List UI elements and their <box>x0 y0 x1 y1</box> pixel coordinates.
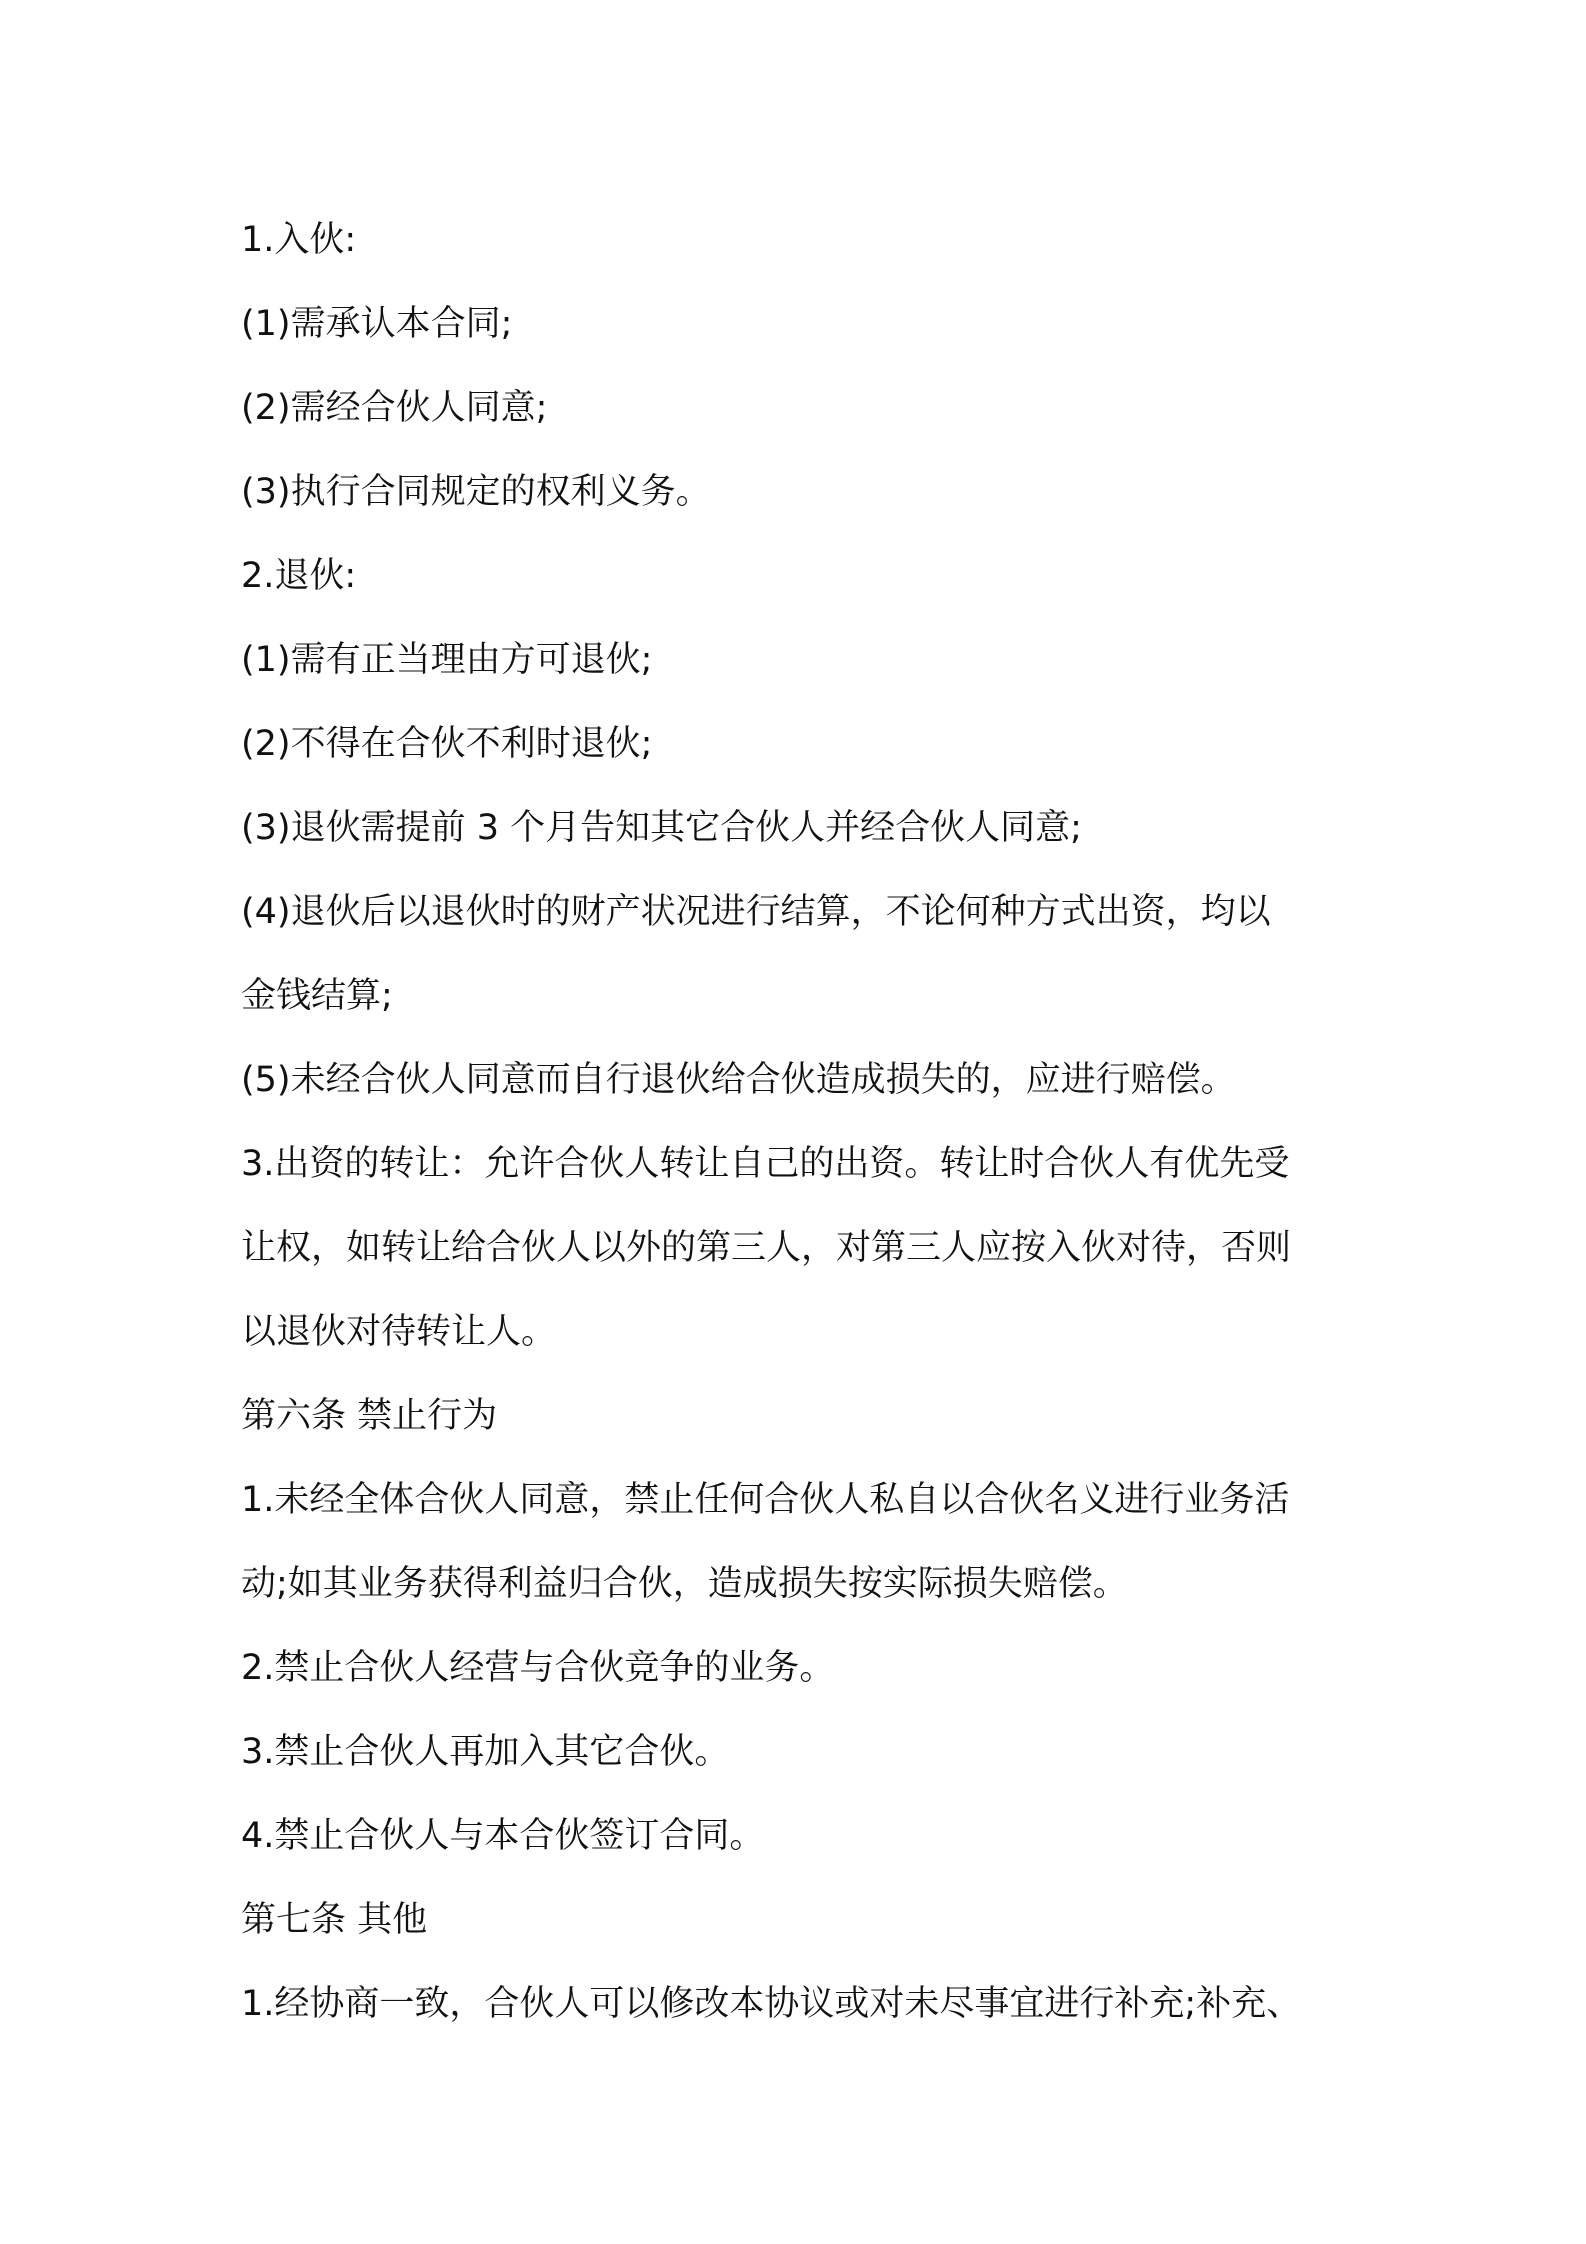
doc-line-5: 2.退伙: <box>241 556 357 596</box>
section-heading-article-7: 第七条 其他 <box>241 1900 428 1940</box>
doc-line-3: (2)需经合伙人同意; <box>241 388 548 428</box>
doc-line-2: (1)需承认本合同; <box>241 304 513 344</box>
doc-line-8: (3)退伙需提前 3 个月告知其它合伙人并经合伙人同意; <box>241 808 1082 848</box>
doc-line-12: 3.出资的转让：允许合伙人转让自己的出资。转让时合伙人有优先受 <box>241 1144 1290 1184</box>
doc-line-4: (3)执行合同规定的权利义务。 <box>241 472 711 512</box>
doc-line-6: (1)需有正当理由方可退伙; <box>241 640 653 680</box>
doc-line-9: (4)退伙后以退伙时的财产状况进行结算，不论何种方式出资，均以 <box>241 892 1271 932</box>
doc-line-14: 以退伙对待转让人。 <box>241 1312 557 1352</box>
doc-line-20: 4.禁止合伙人与本合伙签订合同。 <box>241 1816 765 1856</box>
doc-line-16: 1.未经全体合伙人同意，禁止任何合伙人私自以合伙名义进行业务活 <box>241 1480 1290 1520</box>
doc-line-13: 让权，如转让给合伙人以外的第三人，对第三人应按入伙对待，否则 <box>241 1228 1292 1268</box>
doc-line-17: 动;如其业务获得利益归合伙，造成损失按实际损失赔偿。 <box>241 1564 1128 1604</box>
document-body <box>241 198 1356 2046</box>
doc-line-11: (5)未经合伙人同意而自行退伙给合伙造成损失的，应进行赔偿。 <box>241 1060 1236 1100</box>
doc-line-22: 1.经协商一致，合伙人可以修改本协议或对未尽事宜进行补充;补充、 <box>241 1984 1302 2024</box>
doc-line-7: (2)不得在合伙不利时退伙; <box>241 724 653 764</box>
doc-line-19: 3.禁止合伙人再加入其它合伙。 <box>241 1732 730 1772</box>
section-heading-article-6: 第六条 禁止行为 <box>241 1396 498 1436</box>
doc-line-10: 金钱结算; <box>241 976 393 1016</box>
doc-line-1: 1.入伙: <box>241 220 357 260</box>
doc-line-18: 2.禁止合伙人经营与合伙竞争的业务。 <box>241 1648 835 1688</box>
